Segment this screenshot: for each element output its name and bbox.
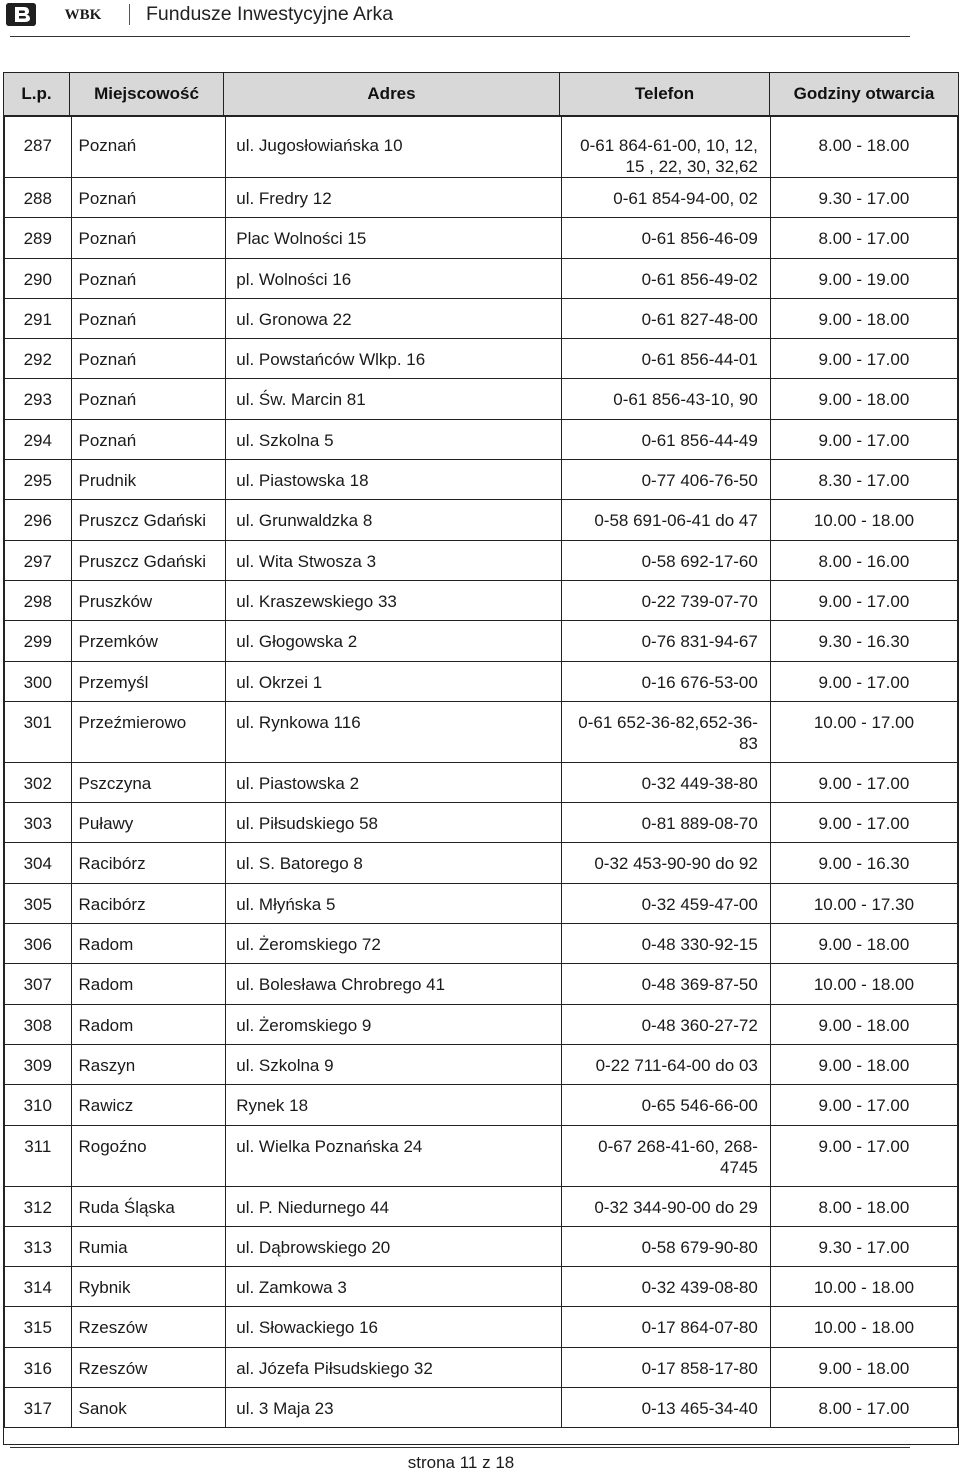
cell-phone bbox=[561, 419, 770, 459]
cell-phone bbox=[561, 843, 770, 883]
phone-line: 0-48 369-87-50 bbox=[641, 975, 758, 995]
cell-phone bbox=[561, 1186, 770, 1226]
cell-lp: 296 bbox=[5, 500, 72, 540]
table-row bbox=[5, 1186, 958, 1226]
cell-lp: 313 bbox=[5, 1226, 72, 1266]
cell-hours: 8.00 - 17.00 bbox=[770, 1388, 957, 1428]
table-row bbox=[5, 419, 958, 459]
cell-city: Prudnik bbox=[71, 460, 226, 500]
cell-phone bbox=[561, 1125, 770, 1186]
cell-hours: 8.00 - 18.00 bbox=[770, 117, 957, 178]
cell-phone bbox=[561, 661, 770, 701]
phone-line: 0-22 739-07-70 bbox=[641, 591, 758, 611]
cell-phone bbox=[561, 701, 770, 762]
cell-phone bbox=[561, 460, 770, 500]
phone-line: 0-76 831-94-67 bbox=[641, 632, 758, 652]
cell-address: ul. Żeromskiego 9 bbox=[226, 1004, 561, 1044]
cell-hours: 10.00 - 18.00 bbox=[770, 1307, 957, 1347]
phone-line: 0-32 439-08-80 bbox=[641, 1278, 758, 1298]
cell-city: Radom bbox=[71, 924, 226, 964]
phone-line: 0-58 692-17-60 bbox=[641, 551, 758, 571]
table-row bbox=[5, 258, 958, 298]
cell-address: al. Józefa Piłsudskiego 32 bbox=[226, 1347, 561, 1387]
page-header bbox=[0, 0, 960, 30]
cell-lp: 302 bbox=[5, 762, 72, 802]
table-row bbox=[5, 661, 958, 701]
bank-logo-icon bbox=[6, 3, 36, 26]
cell-lp: 299 bbox=[5, 621, 72, 661]
cell-city: Ruda Śląska bbox=[71, 1186, 226, 1226]
cell-address: ul. Grunwaldzka 8 bbox=[226, 500, 561, 540]
cell-address: ul. Piastowska 2 bbox=[226, 762, 561, 802]
cell-address: ul. Gronowa 22 bbox=[226, 298, 561, 338]
cell-lp: 315 bbox=[5, 1307, 72, 1347]
cell-address: ul. Głogowska 2 bbox=[226, 621, 561, 661]
cell-hours: 9.00 - 17.00 bbox=[770, 419, 957, 459]
phone-line: 0-32 344-90-00 do 29 bbox=[594, 1197, 758, 1217]
phone-line: 0-17 858-17-80 bbox=[641, 1358, 758, 1378]
cell-city: Pszczyna bbox=[71, 762, 226, 802]
cell-hours: 10.00 - 17.30 bbox=[770, 883, 957, 923]
cell-phone bbox=[561, 1267, 770, 1307]
cell-address: Plac Wolności 15 bbox=[226, 218, 561, 258]
cell-hours: 9.00 - 16.30 bbox=[770, 843, 957, 883]
cell-lp: 294 bbox=[5, 419, 72, 459]
table-row bbox=[5, 500, 958, 540]
table-row bbox=[5, 762, 958, 802]
phone-line: 0-58 679-90-80 bbox=[641, 1237, 758, 1257]
cell-hours: 9.00 - 18.00 bbox=[770, 924, 957, 964]
cell-lp: 309 bbox=[5, 1044, 72, 1084]
cell-city: Poznań bbox=[71, 419, 226, 459]
cell-city: Radom bbox=[71, 964, 226, 1004]
cell-address: ul. Kraszewskiego 33 bbox=[226, 580, 561, 620]
cell-city: Poznań bbox=[71, 258, 226, 298]
column-header-city: Miejscowość bbox=[70, 73, 224, 116]
table-row bbox=[5, 1307, 958, 1347]
cell-address: ul. Św. Marcin 81 bbox=[226, 379, 561, 419]
phone-line: 83 bbox=[738, 733, 758, 753]
phone-line: 0-81 889-08-70 bbox=[641, 814, 758, 834]
table-row bbox=[5, 1388, 958, 1428]
cell-lp: 317 bbox=[5, 1388, 72, 1428]
cell-address: Rynek 18 bbox=[226, 1085, 561, 1125]
cell-city: Raszyn bbox=[71, 1044, 226, 1084]
cell-hours: 8.00 - 17.00 bbox=[770, 218, 957, 258]
table-row bbox=[5, 1226, 958, 1266]
cell-lp: 300 bbox=[5, 661, 72, 701]
table-row bbox=[5, 298, 958, 338]
cell-hours: 9.30 - 17.00 bbox=[770, 178, 957, 218]
cell-address: ul. Okrzei 1 bbox=[226, 661, 561, 701]
cell-city: Rawicz bbox=[71, 1085, 226, 1125]
table-row bbox=[5, 218, 958, 258]
cell-city: Poznań bbox=[71, 339, 226, 379]
cell-hours: 8.30 - 17.00 bbox=[770, 460, 957, 500]
cell-address: ul. Zamkowa 3 bbox=[226, 1267, 561, 1307]
cell-address: ul. 3 Maja 23 bbox=[226, 1388, 561, 1428]
page-number: strona 11 z 18 bbox=[407, 1453, 515, 1472]
cell-address: ul. Młyńska 5 bbox=[226, 883, 561, 923]
cell-lp: 287 bbox=[5, 117, 72, 178]
cell-city: Poznań bbox=[71, 117, 226, 178]
column-header-phone: Telefon bbox=[560, 73, 770, 116]
cell-hours: 9.00 - 17.00 bbox=[770, 661, 957, 701]
cell-lp: 298 bbox=[5, 580, 72, 620]
phone-line: 0-13 465-34-40 bbox=[641, 1399, 758, 1419]
table-row bbox=[5, 178, 958, 218]
cell-address: pl. Wolności 16 bbox=[226, 258, 561, 298]
header-title: Fundusze Inwestycyjne Arka bbox=[146, 3, 394, 25]
cell-lp: 295 bbox=[5, 460, 72, 500]
cell-hours: 9.00 - 17.00 bbox=[770, 803, 957, 843]
cell-address: ul. Słowackiego 16 bbox=[226, 1307, 561, 1347]
cell-phone bbox=[561, 258, 770, 298]
branches-table bbox=[3, 72, 959, 1445]
cell-city: Poznań bbox=[71, 298, 226, 338]
table-row bbox=[5, 379, 958, 419]
cell-lp: 316 bbox=[5, 1347, 72, 1387]
cell-phone bbox=[561, 1004, 770, 1044]
cell-hours: 10.00 - 17.00 bbox=[770, 701, 957, 762]
cell-city: Przemków bbox=[71, 621, 226, 661]
cell-phone bbox=[561, 178, 770, 218]
cell-phone bbox=[561, 580, 770, 620]
cell-address: ul. Fredry 12 bbox=[226, 178, 561, 218]
svg-text:WBK: WBK bbox=[64, 7, 102, 21]
cell-phone bbox=[561, 883, 770, 923]
phone-line: 0-61 856-43-10, 90 bbox=[613, 390, 758, 410]
cell-city: Pruszcz Gdański bbox=[71, 500, 226, 540]
cell-lp: 291 bbox=[5, 298, 72, 338]
cell-city: Poznań bbox=[71, 218, 226, 258]
cell-hours: 9.00 - 18.00 bbox=[770, 379, 957, 419]
table-row bbox=[5, 1004, 958, 1044]
phone-line: 0-61 856-44-49 bbox=[641, 430, 758, 450]
phone-line: 0-16 676-53-00 bbox=[641, 672, 758, 692]
cell-address: ul. Żeromskiego 72 bbox=[226, 924, 561, 964]
cell-address: ul. Szkolna 5 bbox=[226, 419, 561, 459]
cell-city: Poznań bbox=[71, 178, 226, 218]
phone-line: 0-48 330-92-15 bbox=[641, 935, 758, 955]
phone-line: 0-61 864-61-00, 10, 12, bbox=[580, 136, 758, 155]
cell-hours: 9.00 - 18.00 bbox=[770, 298, 957, 338]
cell-hours: 9.00 - 18.00 bbox=[770, 1004, 957, 1044]
phone-line: 0-32 459-47-00 bbox=[641, 894, 758, 914]
cell-address: ul. Piastowska 18 bbox=[226, 460, 561, 500]
cell-lp: 312 bbox=[5, 1186, 72, 1226]
cell-lp: 311 bbox=[5, 1125, 72, 1186]
cell-hours: 9.00 - 18.00 bbox=[770, 1347, 957, 1387]
table-row bbox=[5, 701, 958, 762]
cell-phone bbox=[561, 1307, 770, 1347]
cell-lp: 293 bbox=[5, 379, 72, 419]
cell-city: Rumia bbox=[71, 1226, 226, 1266]
phone-line: 0-61 856-44-01 bbox=[641, 350, 758, 370]
phone-line: 0-58 691-06-41 do 47 bbox=[594, 511, 758, 531]
cell-phone bbox=[561, 1388, 770, 1428]
phone-line: 0-32 453-90-90 do 92 bbox=[594, 854, 758, 874]
phone-line: 0-32 449-38-80 bbox=[641, 773, 758, 793]
table-row bbox=[5, 803, 958, 843]
cell-city: Sanok bbox=[71, 1388, 226, 1428]
phone-line: 0-61 856-49-02 bbox=[641, 269, 758, 289]
cell-city: Racibórz bbox=[71, 883, 226, 923]
cell-city: Radom bbox=[71, 1004, 226, 1044]
phone-line: 0-77 406-76-50 bbox=[641, 471, 758, 491]
table-header-row bbox=[4, 73, 959, 116]
header-rule bbox=[10, 36, 910, 37]
cell-address: ul. P. Niedurnego 44 bbox=[226, 1186, 561, 1226]
cell-lp: 292 bbox=[5, 339, 72, 379]
cell-phone bbox=[561, 1044, 770, 1084]
table-row bbox=[5, 1044, 958, 1084]
phone-line: 0-67 268-41-60, 268- bbox=[598, 1136, 758, 1156]
footer-rule bbox=[10, 1447, 910, 1448]
cell-hours: 8.00 - 18.00 bbox=[770, 1186, 957, 1226]
cell-city: Pruszków bbox=[71, 580, 226, 620]
cell-address: ul. Jugosłowiańska 10 bbox=[226, 117, 561, 178]
cell-hours: 9.00 - 17.00 bbox=[770, 762, 957, 802]
cell-phone bbox=[561, 1226, 770, 1266]
table-row bbox=[5, 843, 958, 883]
table-row bbox=[5, 339, 958, 379]
table-row bbox=[5, 460, 958, 500]
cell-phone bbox=[561, 540, 770, 580]
cell-hours: 9.00 - 17.00 bbox=[770, 1085, 957, 1125]
cell-hours: 9.00 - 17.00 bbox=[770, 339, 957, 379]
cell-city: Przeźmierowo bbox=[71, 701, 226, 762]
cell-lp: 308 bbox=[5, 1004, 72, 1044]
cell-hours: 9.00 - 17.00 bbox=[770, 1125, 957, 1186]
cell-phone bbox=[561, 339, 770, 379]
phone-line: 0-61 854-94-00, 02 bbox=[613, 189, 758, 208]
cell-phone bbox=[561, 379, 770, 419]
phone-line: 0-17 864-07-80 bbox=[641, 1318, 758, 1338]
cell-phone bbox=[561, 1347, 770, 1387]
cell-city: Puławy bbox=[71, 803, 226, 843]
cell-phone bbox=[561, 117, 770, 178]
cell-lp: 304 bbox=[5, 843, 72, 883]
cell-phone bbox=[561, 298, 770, 338]
phone-line: 4745 bbox=[720, 1157, 758, 1177]
column-header-lp: L.p. bbox=[4, 73, 70, 116]
cell-address: ul. S. Batorego 8 bbox=[226, 843, 561, 883]
cell-address: ul. Piłsudskiego 58 bbox=[226, 803, 561, 843]
table-row bbox=[5, 1125, 958, 1186]
phone-line: 0-61 856-46-09 bbox=[641, 229, 758, 249]
cell-city: Rzeszów bbox=[71, 1307, 226, 1347]
cell-phone bbox=[561, 218, 770, 258]
cell-lp: 314 bbox=[5, 1267, 72, 1307]
cell-city: Racibórz bbox=[71, 843, 226, 883]
cell-city: Rybnik bbox=[71, 1267, 226, 1307]
table-row bbox=[5, 1267, 958, 1307]
table-row bbox=[5, 1085, 958, 1125]
cell-address: ul. Wita Stwosza 3 bbox=[226, 540, 561, 580]
cell-lp: 307 bbox=[5, 964, 72, 1004]
table-row bbox=[5, 117, 958, 178]
cell-address: ul. Szkolna 9 bbox=[226, 1044, 561, 1084]
cell-lp: 303 bbox=[5, 803, 72, 843]
cell-lp: 310 bbox=[5, 1085, 72, 1125]
cell-lp: 305 bbox=[5, 883, 72, 923]
table-row bbox=[5, 924, 958, 964]
cell-hours: 9.00 - 18.00 bbox=[770, 1044, 957, 1084]
phone-line: 0-48 360-27-72 bbox=[641, 1015, 758, 1035]
cell-city: Pruszcz Gdański bbox=[71, 540, 226, 580]
cell-phone bbox=[561, 500, 770, 540]
cell-address: ul. Rynkowa 116 bbox=[226, 701, 561, 762]
table-row bbox=[5, 1347, 958, 1387]
cell-lp: 306 bbox=[5, 924, 72, 964]
table-row bbox=[5, 580, 958, 620]
column-header-address: Adres bbox=[224, 73, 560, 116]
table-row bbox=[5, 540, 958, 580]
cell-phone bbox=[561, 924, 770, 964]
cell-address: ul. Powstańców Wlkp. 16 bbox=[226, 339, 561, 379]
cell-hours: 10.00 - 18.00 bbox=[770, 964, 957, 1004]
wbk-wordmark-icon bbox=[48, 7, 118, 21]
cell-lp: 301 bbox=[5, 701, 72, 762]
table-body bbox=[4, 116, 958, 1428]
cell-phone bbox=[561, 803, 770, 843]
header-separator bbox=[129, 4, 130, 25]
cell-phone bbox=[561, 1085, 770, 1125]
cell-hours: 9.00 - 17.00 bbox=[770, 580, 957, 620]
cell-address: ul. Dąbrowskiego 20 bbox=[226, 1226, 561, 1266]
column-header-hours: Godziny otwarcia bbox=[770, 73, 959, 116]
cell-hours: 10.00 - 18.00 bbox=[770, 1267, 957, 1307]
cell-lp: 288 bbox=[5, 178, 72, 218]
phone-line: 0-22 711-64-00 do 03 bbox=[595, 1055, 758, 1075]
cell-hours: 9.30 - 17.00 bbox=[770, 1226, 957, 1266]
cell-phone bbox=[561, 621, 770, 661]
phone-line: 15 , 22, 30, 32,62 bbox=[625, 157, 758, 176]
cell-lp: 290 bbox=[5, 258, 72, 298]
cell-city: Poznań bbox=[71, 379, 226, 419]
cell-phone bbox=[561, 964, 770, 1004]
phone-line: 0-61 652-36-82,652-36- bbox=[578, 712, 758, 732]
cell-hours: 10.00 - 18.00 bbox=[770, 500, 957, 540]
cell-phone bbox=[561, 762, 770, 802]
cell-city: Przemyśl bbox=[71, 661, 226, 701]
cell-address: ul. Wielka Poznańska 24 bbox=[226, 1125, 561, 1186]
cell-lp: 289 bbox=[5, 218, 72, 258]
cell-lp: 297 bbox=[5, 540, 72, 580]
phone-line: 0-61 827-48-00 bbox=[641, 309, 758, 329]
cell-city: Rzeszów bbox=[71, 1347, 226, 1387]
table-row bbox=[5, 621, 958, 661]
cell-hours: 9.30 - 16.30 bbox=[770, 621, 957, 661]
cell-hours: 9.00 - 19.00 bbox=[770, 258, 957, 298]
cell-city: Rogoźno bbox=[71, 1125, 226, 1186]
phone-line: 0-65 546-66-00 bbox=[641, 1096, 758, 1116]
table-row bbox=[5, 883, 958, 923]
cell-address: ul. Bolesława Chrobrego 41 bbox=[226, 964, 561, 1004]
cell-hours: 8.00 - 16.00 bbox=[770, 540, 957, 580]
table-row bbox=[5, 964, 958, 1004]
